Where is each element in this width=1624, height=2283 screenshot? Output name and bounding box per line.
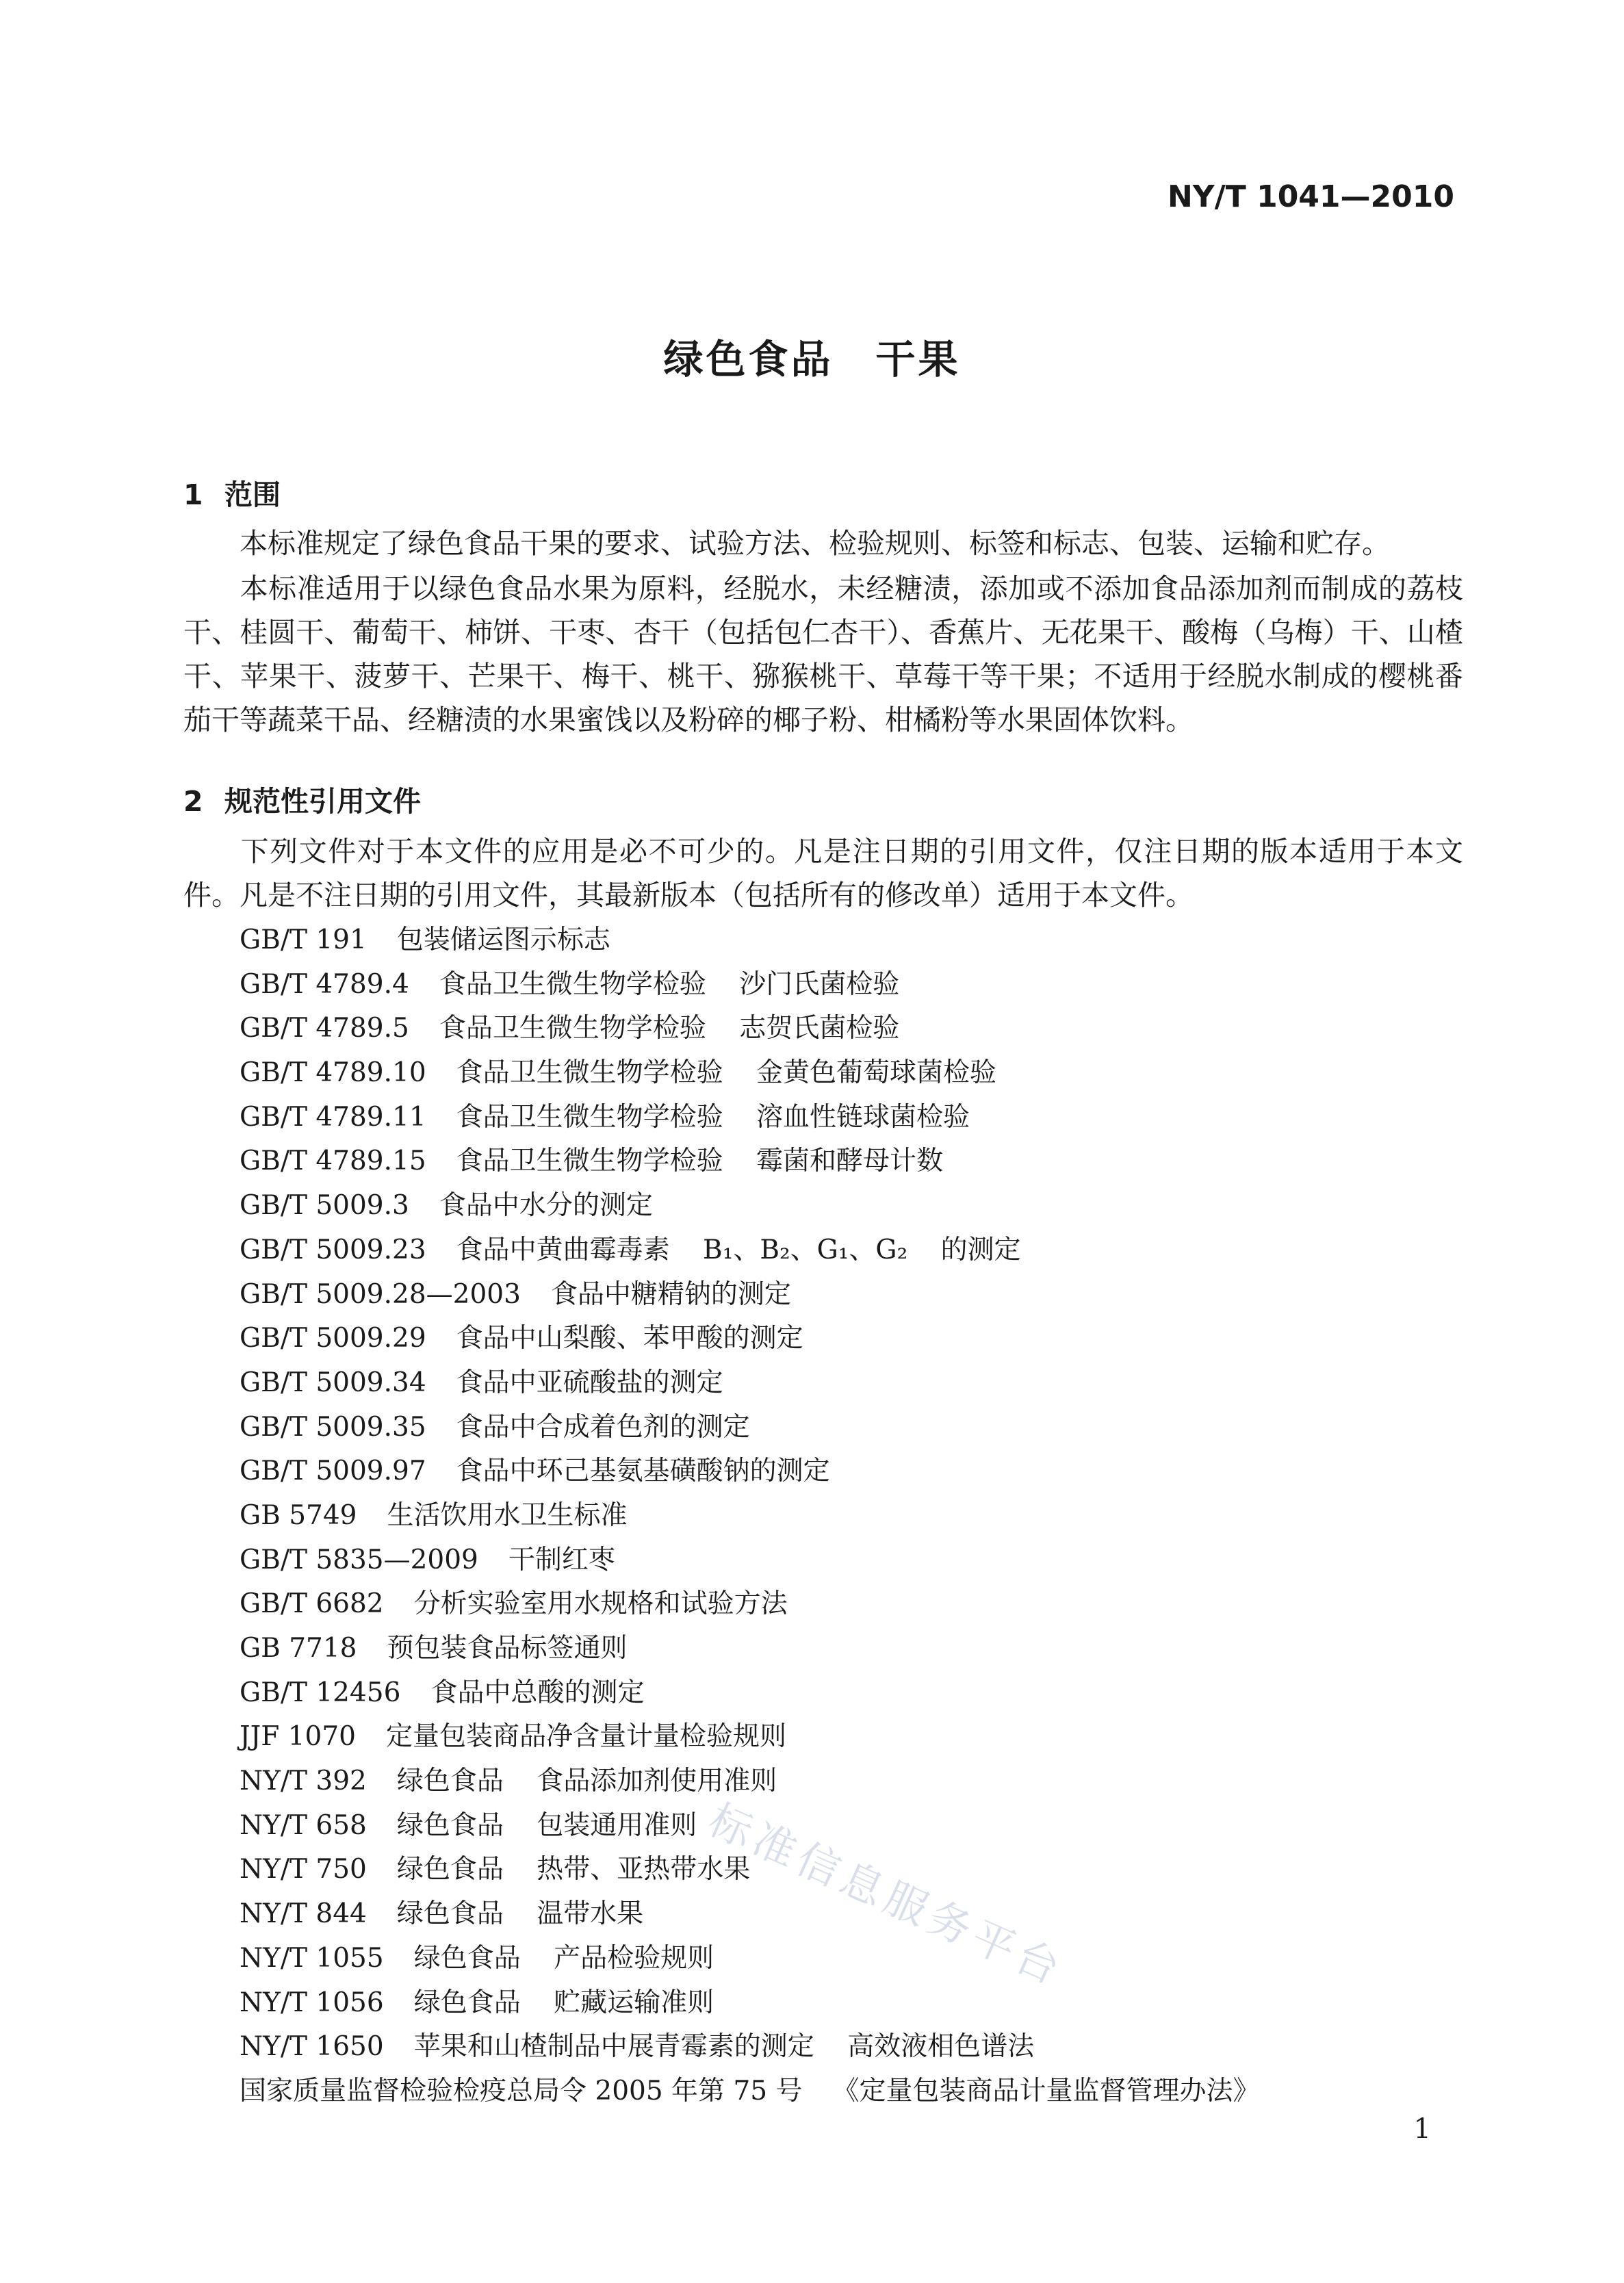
reference-code: GB/T 4789.11 — [240, 1101, 426, 1133]
reference-item — [240, 1538, 1259, 1583]
reference-title: 干制红枣 — [508, 1544, 615, 1575]
reference-code: GB/T 5009.97 — [240, 1456, 426, 1487]
reference-title: 食品中黄曲霉毒素 B₁、B₂、G₁、G₂ 的测定 — [456, 1234, 1021, 1265]
scope-paragraph-1 — [183, 521, 1463, 565]
reference-item — [240, 1139, 1259, 1184]
section-2-heading — [183, 779, 421, 819]
reference-code: GB/T 5009.29 — [240, 1323, 426, 1354]
reference-code: GB/T 4789.4 — [240, 968, 409, 1000]
reference-item — [240, 1627, 1259, 1671]
document-title: 绿色食品 干果 — [663, 336, 961, 383]
reference-item — [240, 1494, 1259, 1538]
reference-code: GB/T 5835—2009 — [240, 1544, 478, 1575]
reference-item — [240, 1449, 1259, 1494]
reference-title: 食品中环己基氨基磺酸钠的测定 — [456, 1456, 830, 1487]
reference-item — [240, 1228, 1259, 1273]
section-title: 规范性引用文件 — [224, 785, 421, 818]
reference-code: NY/T 392 — [240, 1766, 367, 1797]
reference-code: GB/T 191 — [240, 925, 367, 955]
reference-item — [240, 1937, 1259, 1981]
reference-item — [240, 1715, 1259, 1759]
reference-item — [240, 1406, 1259, 1450]
reference-title: 苹果和山楂制品中展青霉素的测定 高效液相色谱法 — [413, 2031, 1035, 2063]
reference-title: 《定量包装商品计量监督管理办法》 — [832, 2075, 1260, 2106]
reference-item — [240, 1981, 1259, 2026]
section-1-heading — [183, 472, 281, 513]
reference-code: NY/T 1056 — [240, 1987, 384, 2018]
watermark: 标准信息服务平台 — [701, 1794, 1072, 1996]
reference-title: 包装储运图示标志 — [396, 925, 610, 955]
references-intro-paragraph — [183, 829, 1463, 917]
reference-item — [240, 1671, 1259, 1716]
reference-title: 食品中糖精钠的测定 — [550, 1278, 791, 1310]
reference-title: 食品卫生微生物学检验 霉菌和酵母计数 — [456, 1146, 944, 1177]
scope-paragraph-2 — [183, 567, 1463, 742]
reference-item — [240, 1582, 1259, 1627]
reference-item — [240, 1361, 1259, 1406]
reference-title: 绿色食品 产品检验规则 — [413, 1942, 714, 1974]
reference-item — [240, 963, 1259, 1007]
reference-item — [240, 2025, 1259, 2069]
reference-title: 食品卫生微生物学检验 溶血性链球菌检验 — [456, 1101, 970, 1133]
reference-item — [240, 1317, 1259, 1361]
reference-title: 分析实验室用水规格和试验方法 — [413, 1588, 788, 1620]
reference-code: GB/T 4789.15 — [240, 1146, 426, 1177]
normative-references-list — [240, 918, 1259, 2114]
reference-code: NY/T 658 — [240, 1809, 367, 1841]
reference-code: GB/T 12456 — [240, 1677, 401, 1708]
reference-title: 绿色食品 食品添加剂使用准则 — [396, 1766, 777, 1797]
reference-code: NY/T 750 — [240, 1854, 367, 1885]
reference-code: GB/T 5009.23 — [240, 1234, 426, 1265]
reference-code: GB/T 5009.34 — [240, 1367, 426, 1398]
reference-item — [240, 1892, 1259, 1937]
reference-code: NY/T 1055 — [240, 1942, 384, 1974]
reference-title: 绿色食品 贮藏运输准则 — [413, 1987, 714, 2018]
reference-item — [240, 1096, 1259, 1140]
reference-item — [240, 1007, 1259, 1051]
reference-title: 绿色食品 热带、亚热带水果 — [396, 1854, 751, 1885]
reference-code: GB/T 4789.10 — [240, 1057, 426, 1089]
reference-item — [240, 2069, 1259, 2114]
reference-code: 国家质量监督检验检疫总局令 2005 年第 75 号 — [240, 2075, 803, 2106]
standard-code: NY/T 1041—2010 — [1167, 179, 1454, 214]
reference-code: GB/T 5009.3 — [240, 1190, 409, 1222]
section-number: 1 — [183, 478, 203, 511]
reference-code: NY/T 844 — [240, 1898, 367, 1930]
reference-title: 绿色食品 温带水果 — [396, 1898, 644, 1930]
reference-title: 预包装食品标签通则 — [387, 1633, 628, 1664]
reference-item — [240, 1051, 1259, 1096]
reference-title: 食品卫生微生物学检验 沙门氏菌检验 — [439, 968, 900, 1000]
reference-title: 食品中总酸的测定 — [430, 1677, 645, 1708]
reference-title: 食品中合成着色剂的测定 — [456, 1411, 750, 1443]
reference-title: 食品卫生微生物学检验 志贺氏菌检验 — [439, 1013, 900, 1044]
reference-code: GB/T 4789.5 — [240, 1013, 409, 1044]
reference-code: NY/T 1650 — [240, 2031, 384, 2063]
reference-title: 生活饮用水卫生标准 — [387, 1499, 628, 1531]
reference-title: 食品中山梨酸、苯甲酸的测定 — [456, 1323, 803, 1354]
reference-item — [240, 1273, 1259, 1317]
reference-code: GB 7718 — [240, 1633, 357, 1664]
reference-title: 食品卫生微生物学检验 金黄色葡萄球菌检验 — [456, 1057, 997, 1089]
reference-title: 食品中亚硫酸盐的测定 — [456, 1367, 723, 1398]
paragraph-text: 下列文件对于本文件的应用是必不可少的。凡是注日期的引用文件，仅注日期的版本适用于本文件。凡是不注日期的引用文件，其最新版本（包括所有的修改单）适用于本文件。 — [183, 835, 1463, 912]
section-title: 范围 — [224, 478, 281, 511]
reference-code: GB/T 5009.35 — [240, 1411, 426, 1443]
reference-item — [240, 1184, 1259, 1228]
reference-item — [240, 918, 1259, 963]
section-number: 2 — [183, 785, 203, 818]
paragraph-text: 本标准规定了绿色食品干果的要求、试验方法、检验规则、标签和标志、包装、运输和贮存。 — [240, 527, 1390, 560]
reference-title: 食品中水分的测定 — [439, 1190, 653, 1222]
reference-code: GB/T 5009.28—2003 — [240, 1278, 521, 1310]
reference-code: GB/T 6682 — [240, 1588, 384, 1620]
page-number: 1 — [1413, 2113, 1431, 2145]
reference-title: 绿色食品 包装通用准则 — [396, 1809, 697, 1841]
reference-code: GB 5749 — [240, 1499, 357, 1531]
reference-code: JJF 1070 — [240, 1721, 356, 1753]
reference-title: 定量包装商品净含量计量检验规则 — [385, 1721, 786, 1753]
paragraph-text: 本标准适用于以绿色食品水果为原料，经脱水，未经糖渍，添加或不添加食品添加剂而制成的荔枝干、桂圆干、葡萄干、柿饼、干枣、杏干（包括包仁杏干）、香蕉片、无花果干、酸梅（乌梅）干、山楂干、苹果干、菠萝干、芒果干、梅干、桃干、猕猴桃干、草莓干等干果；不适用于经脱水制成的樱桃番茄干等蔬菜干品、经糖渍的水果蜜饯以及粉碎的椰子粉、柑橘粉等水果固体饮料。 — [183, 572, 1463, 736]
